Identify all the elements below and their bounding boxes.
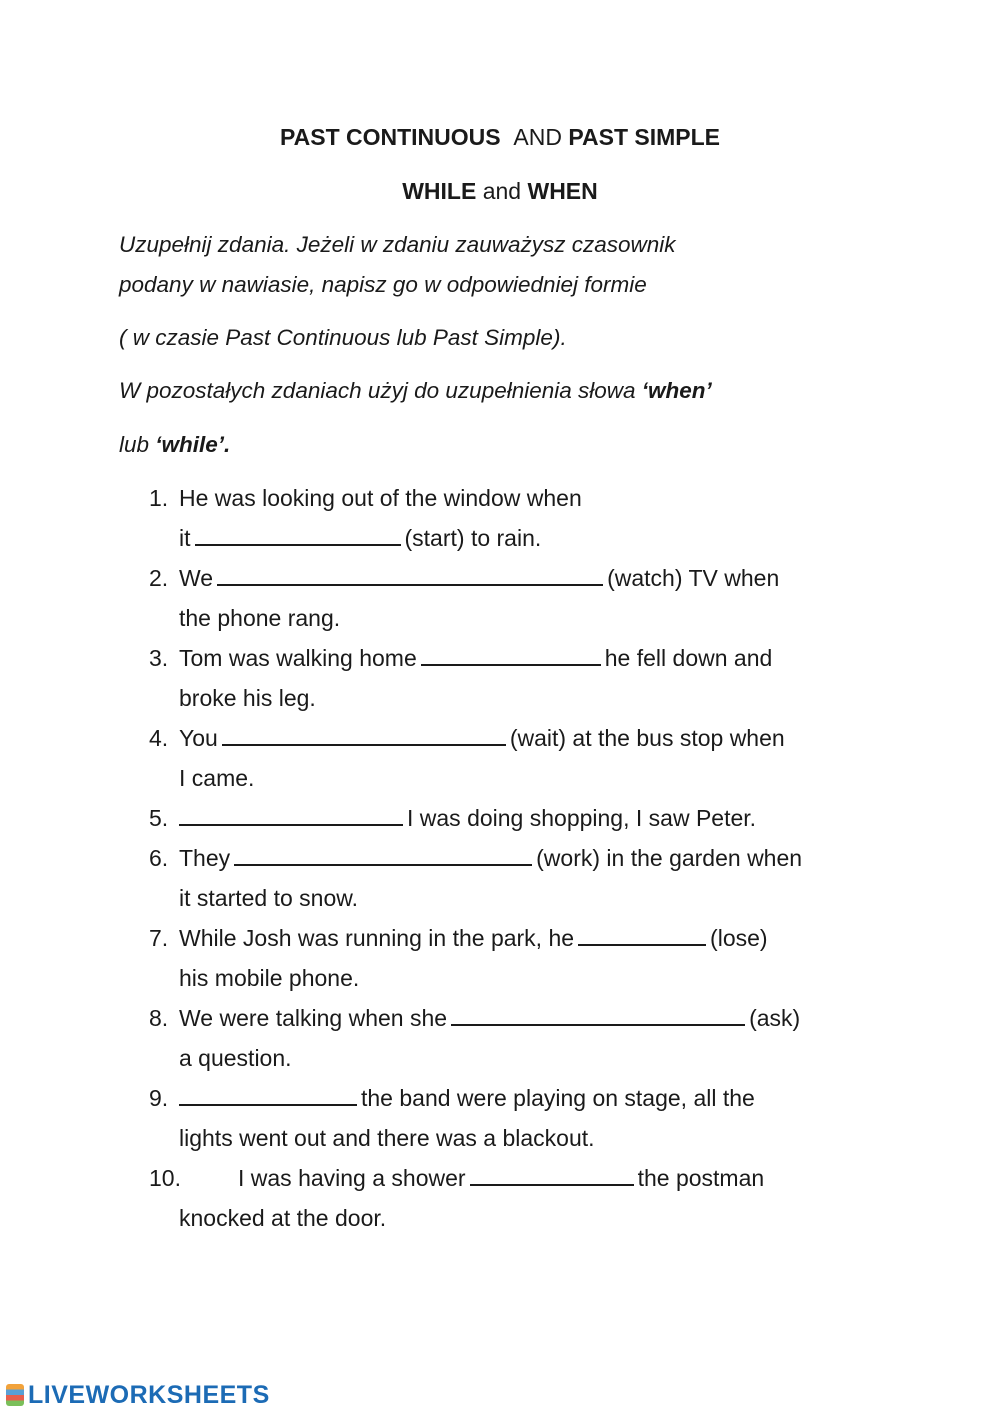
answer-blank[interactable] bbox=[451, 1002, 745, 1026]
liveworksheets-logo[interactable] bbox=[6, 1382, 270, 1408]
exercise-line: broke his leg. bbox=[179, 685, 316, 711]
liveworksheets-logo-icon bbox=[6, 1384, 24, 1406]
exercise-text: While Josh was running in the park, he bbox=[179, 925, 575, 951]
exercise-number: 9. bbox=[149, 1085, 169, 1111]
answer-blank[interactable] bbox=[234, 842, 532, 866]
instruction-line-3: ( w czasie Past Continuous lub Past Simple). bbox=[119, 325, 567, 350]
instruction-line-4-text: W pozostałych zdaniach użyj do uzupełnienia słowa bbox=[119, 378, 642, 403]
instruction-line-4 bbox=[119, 371, 879, 411]
exercise-line bbox=[149, 998, 909, 1038]
exercise-line: his mobile phone. bbox=[179, 965, 360, 991]
exercise-line bbox=[149, 638, 909, 678]
exercise-number: 10. bbox=[149, 1165, 181, 1191]
exercise-line bbox=[149, 558, 909, 598]
instruction-line-2: podany w nawiasie, napisz go w odpowiedniej formie bbox=[119, 272, 647, 297]
answer-blank[interactable] bbox=[470, 1162, 634, 1186]
exercise-text: I was doing shopping, I saw Peter. bbox=[407, 805, 757, 831]
exercise-item-5 bbox=[149, 798, 909, 838]
title-part-2: AND bbox=[513, 124, 562, 150]
exercise-line bbox=[149, 798, 909, 838]
exercise-text: (work) in the garden when bbox=[536, 845, 803, 871]
exercise-text: You bbox=[179, 725, 218, 751]
title-part-3: PAST SIMPLE bbox=[568, 124, 721, 150]
exercise-line bbox=[149, 518, 909, 558]
instruction-keyword-when: ‘when’ bbox=[641, 378, 712, 403]
exercise-line: lights went out and there was a blackout. bbox=[179, 1125, 595, 1151]
exercise-text: it bbox=[179, 525, 191, 551]
exercise-number: 6. bbox=[149, 845, 169, 871]
exercise-text: They bbox=[179, 845, 231, 871]
exercise-item-6 bbox=[149, 838, 909, 918]
exercise-line bbox=[149, 718, 909, 758]
worksheet-title bbox=[0, 122, 1000, 152]
exercise-item-8 bbox=[149, 998, 909, 1078]
exercise-item-1 bbox=[149, 478, 909, 558]
exercise-line bbox=[149, 838, 909, 878]
exercise-text: (start) to rain. bbox=[404, 525, 542, 551]
exercise-line: it started to snow. bbox=[179, 885, 358, 911]
exercise-text: We bbox=[179, 565, 214, 591]
exercise-line: He was looking out of the window when bbox=[179, 485, 582, 511]
instruction-line-5 bbox=[119, 425, 879, 465]
exercise-line bbox=[149, 918, 909, 958]
instruction-line-5-text: lub bbox=[119, 432, 156, 457]
exercise-item-3 bbox=[149, 638, 909, 718]
exercise-list bbox=[149, 478, 909, 1238]
answer-blank[interactable] bbox=[179, 802, 403, 826]
title-part-1: PAST CONTINUOUS bbox=[279, 124, 501, 150]
exercise-line: a question. bbox=[179, 1045, 292, 1071]
subtitle-part-2: and bbox=[482, 178, 522, 204]
exercise-item-10 bbox=[149, 1158, 909, 1238]
subtitle-part-1: WHILE bbox=[402, 178, 477, 204]
exercise-line: the phone rang. bbox=[179, 605, 341, 631]
answer-blank[interactable] bbox=[222, 722, 506, 746]
exercise-text: (ask) bbox=[749, 1005, 801, 1031]
instruction-block-1 bbox=[119, 225, 879, 305]
exercise-text: (lose) bbox=[710, 925, 768, 951]
instruction-keyword-while: ‘while’. bbox=[155, 432, 231, 457]
exercise-text: (watch) TV when bbox=[607, 565, 780, 591]
worksheet-subtitle bbox=[0, 176, 1000, 206]
answer-blank[interactable] bbox=[179, 1082, 357, 1106]
answer-blank[interactable] bbox=[421, 642, 601, 666]
exercise-item-9 bbox=[149, 1078, 909, 1158]
exercise-text: I was having a shower bbox=[238, 1165, 466, 1191]
exercise-line bbox=[149, 1158, 909, 1198]
answer-blank[interactable] bbox=[195, 522, 401, 546]
logo-text: LIVEWORKSHEETS bbox=[28, 1380, 270, 1409]
exercise-text: the postman bbox=[637, 1165, 765, 1191]
instruction-line-1: Uzupełnij zdania. Jeżeli w zdaniu zauważysz czasownik bbox=[119, 232, 676, 257]
answer-blank[interactable] bbox=[578, 922, 706, 946]
exercise-number: 8. bbox=[149, 1005, 169, 1031]
exercise-text: Tom was walking home bbox=[179, 645, 417, 671]
exercise-number: 5. bbox=[149, 805, 169, 831]
exercise-number: 3. bbox=[149, 645, 169, 671]
exercise-number: 7. bbox=[149, 925, 169, 951]
exercise-text: the band were playing on stage, all the bbox=[361, 1085, 755, 1111]
exercise-number: 4. bbox=[149, 725, 169, 751]
subtitle-part-3: WHEN bbox=[527, 178, 598, 204]
answer-blank[interactable] bbox=[217, 562, 603, 586]
exercise-item-4 bbox=[149, 718, 909, 798]
exercise-number: 2. bbox=[149, 565, 169, 591]
exercise-text: We were talking when she bbox=[179, 1005, 448, 1031]
exercise-line: knocked at the door. bbox=[179, 1205, 387, 1231]
exercise-text: (wait) at the bus stop when bbox=[509, 725, 785, 751]
exercise-number: 1. bbox=[149, 485, 169, 511]
exercise-line bbox=[149, 1078, 909, 1118]
exercise-item-7 bbox=[149, 918, 909, 998]
exercise-line: I came. bbox=[179, 765, 255, 791]
exercise-text: he fell down and bbox=[604, 645, 773, 671]
exercise-item-2 bbox=[149, 558, 909, 638]
